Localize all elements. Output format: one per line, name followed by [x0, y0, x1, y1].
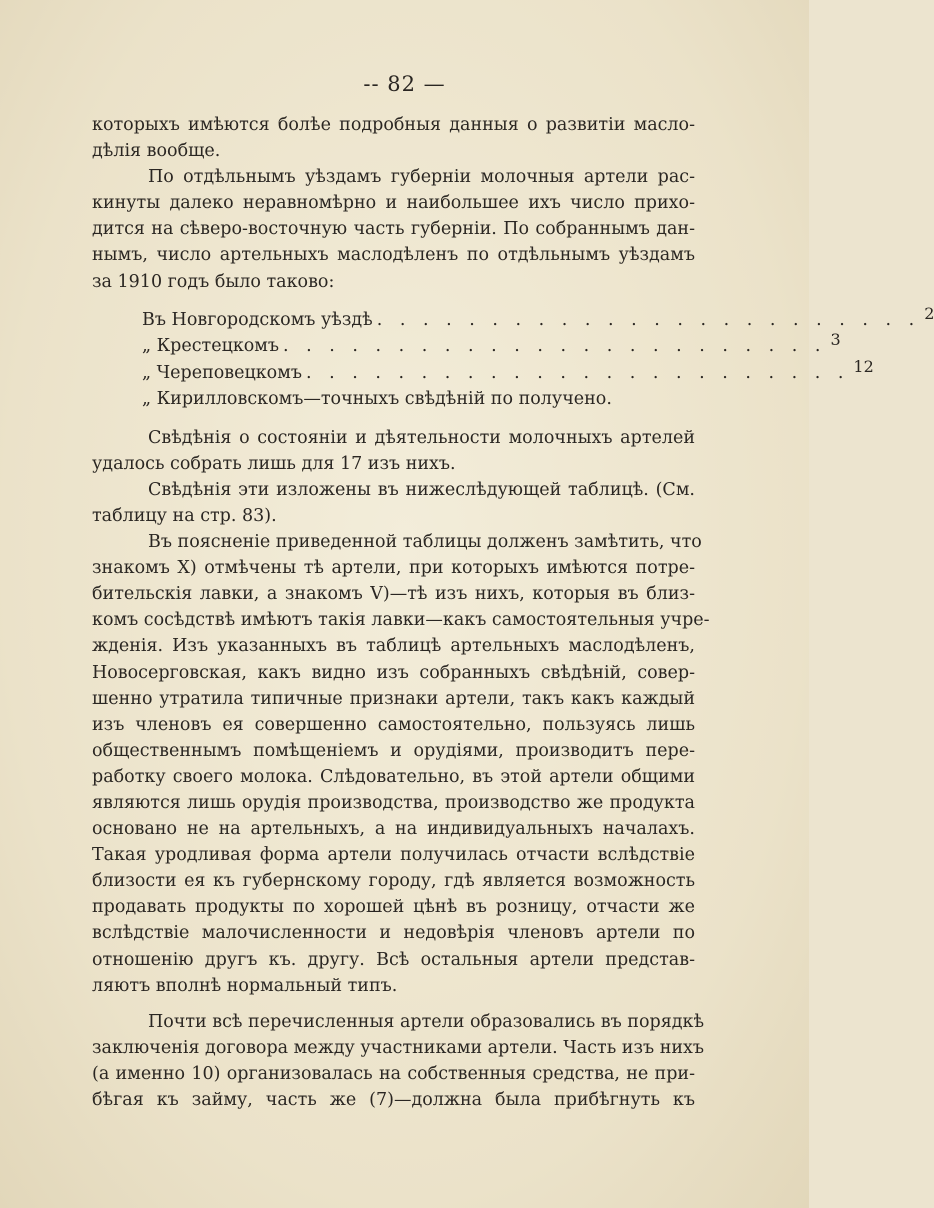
- leader-dots: . . . . . . . . . . . . . . . . . . . . . . . .: [283, 336, 827, 357]
- text-line: работку своего молока. Слѣдовательно, въ этой артели общими: [92, 766, 695, 787]
- text-line: (а именно 10) организовалась на собственныя средства, не при-: [92, 1063, 695, 1084]
- text-line: жденія. Изъ указанныхъ въ таблицѣ артельныхъ маслодѣленъ,: [92, 636, 695, 657]
- district-count: 2: [924, 303, 934, 323]
- text-line: бительскія лавки, а знакомъ V)—тѣ изъ нихъ, которыя въ близ-: [92, 584, 695, 605]
- text-line: заключенія договора между участниками артели. Часть изъ нихъ: [92, 1037, 705, 1058]
- text-line: близости ея къ губернскому городу, гдѣ является возможность: [92, 871, 695, 892]
- paragraph-1: [92, 112, 695, 164]
- district-count: 12: [853, 356, 874, 376]
- text-line: отношенію другъ къ. другу. Всѣ остальныя артели представ-: [92, 949, 695, 970]
- district-list-item: [92, 330, 841, 360]
- text-line: таблицу на стр. 83).: [92, 505, 277, 526]
- text-line: Почти всѣ перечисленныя артели образовались въ порядкѣ: [148, 1011, 705, 1032]
- text-line: продавать продукты по хорошей цѣнѣ въ розницу, отчасти же: [92, 897, 695, 918]
- leader-dots: . . . . . . . . . . . . . . . . . . . . . . . .: [305, 362, 850, 383]
- text-line: изъ членовъ ея совершенно самостоятельно, пользуясь лишь: [92, 714, 695, 735]
- text-line: Свѣдѣнія о состояніи и дѣятельности молочныхъ артелей: [148, 427, 695, 448]
- paragraph-3: [92, 425, 695, 477]
- text-line: Въ поясненіе приведенной таблицы долженъ замѣтить, что: [148, 532, 702, 553]
- paragraph-2: [92, 164, 695, 294]
- district-list-item: [92, 303, 934, 334]
- text-line: являются лишь орудія производства, производство же продукта: [92, 792, 695, 813]
- text-line: бѣгая къ займу, часть же (7)—должна была прибѣгнуть къ: [92, 1090, 695, 1110]
- paragraph-5: [92, 529, 710, 999]
- district-label: „ Кирилловскомъ—точныхъ свѣдѣній по получено.: [142, 389, 612, 410]
- text-line: за 1910 годъ было таково:: [92, 271, 335, 292]
- page-number: -- 82 —: [363, 72, 446, 96]
- paragraph-6: [92, 1009, 705, 1113]
- text-line: ляютъ вполнѣ нормальный типъ.: [92, 975, 398, 996]
- text-line: основано не на артельныхъ, а на индивидуальныхъ началахъ.: [92, 819, 695, 840]
- text-line: кинуты далеко неравномѣрно и наибольшее ихъ число прихо-: [92, 193, 695, 214]
- paragraph-gap: [92, 999, 695, 1009]
- text-line: нымъ, число артельныхъ маслодѣленъ по отдѣльнымъ уѣздамъ: [92, 245, 695, 266]
- district-label: Въ Новгородскомъ уѣздѣ: [142, 309, 373, 330]
- district-list-item: [92, 386, 695, 413]
- district-list-item: [92, 356, 874, 387]
- text-line: Новосерговская, какъ видно изъ собранныхъ свѣдѣній, совер-: [92, 662, 695, 683]
- text-line: По отдѣльнымъ уѣздамъ губерніи молочныя артели рас-: [148, 167, 695, 188]
- text-line: комъ сосѣдствѣ имѣютъ такія лавки—какъ самостоятельныя учре-: [92, 610, 710, 631]
- text-line: которыхъ имѣются болѣе подробныя данныя о развитіи масло-: [92, 115, 695, 135]
- district-count: 3: [830, 330, 841, 350]
- text-line: Свѣдѣнія эти изложены въ нижеслѣдующей таблицѣ. (См.: [148, 479, 695, 500]
- text-line: общественнымъ помѣщеніемъ и орудіями, производитъ пере-: [92, 740, 695, 761]
- text-line: удалось собрать лишь для 17 изъ нихъ.: [92, 453, 456, 474]
- text-line: знакомъ X) отмѣчены тѣ артели, при которыхъ имѣются потре-: [92, 558, 695, 579]
- paragraph-4: [92, 477, 695, 529]
- district-label: „ Череповецкомъ: [142, 362, 302, 383]
- text-line: Такая уродливая форма артели получилась отчасти вслѣдствіе: [92, 845, 695, 866]
- district-label: „ Крестецкомъ: [142, 336, 280, 357]
- leader-dots: . . . . . . . . . . . . . . . . . . . . . . . .: [376, 309, 921, 330]
- text-line: шенно утратила типичные признаки артели, такъ какъ каждый: [92, 688, 695, 709]
- text-line: дится на сѣверо-восточную часть губерніи. По собраннымъ дан-: [92, 219, 695, 240]
- text-line: дѣлія вообще.: [92, 141, 221, 162]
- text-line: вслѣдствіе малочисленности и недовѣрія членовъ артели по: [92, 923, 695, 944]
- district-list: [92, 303, 934, 413]
- body-text: [92, 112, 934, 1113]
